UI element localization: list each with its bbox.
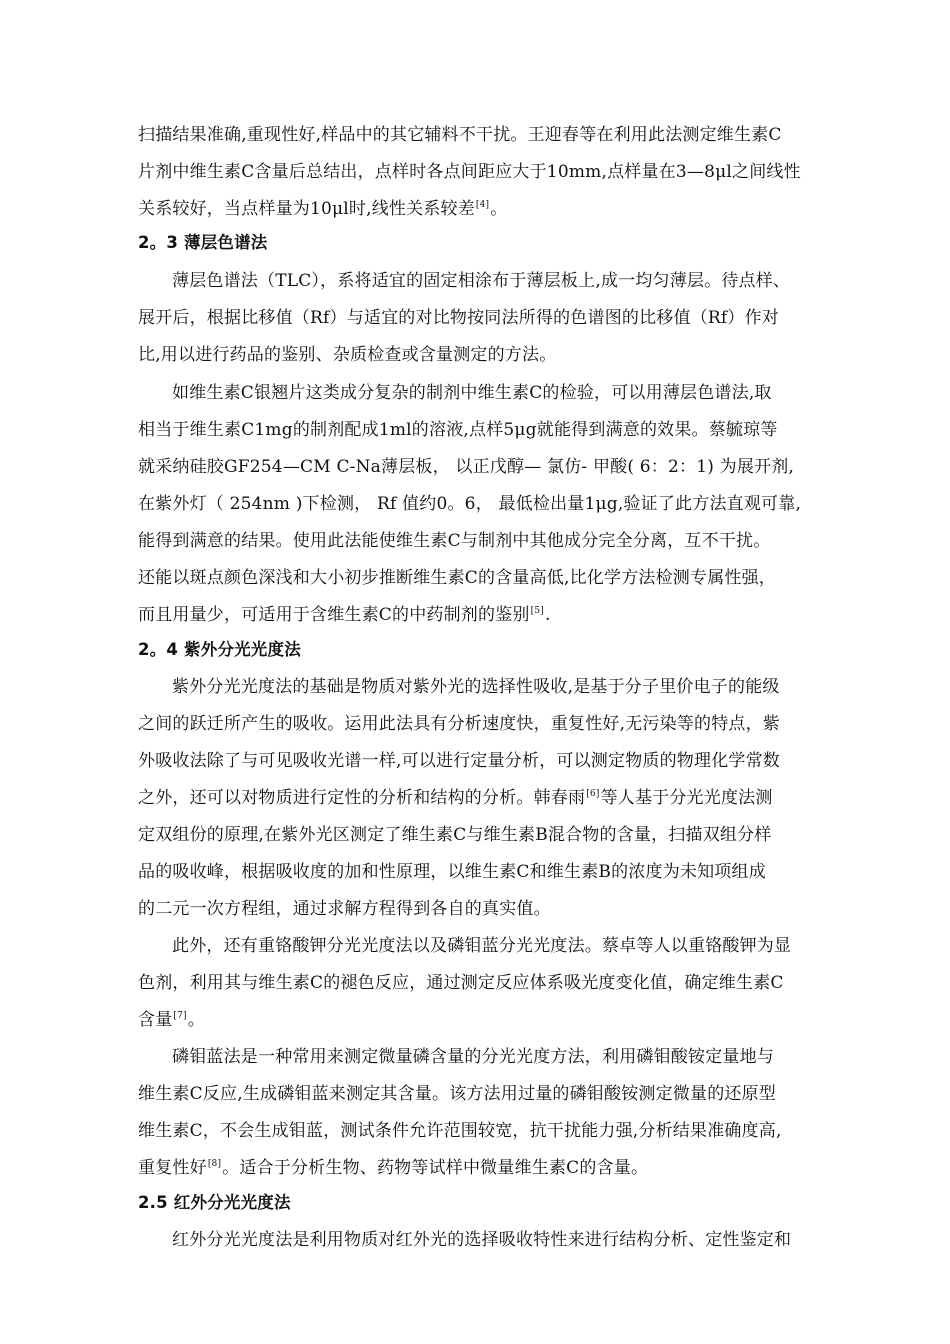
paragraph-line: 的二元一次方程组，通过求解方程得到各自的真实值。	[138, 899, 551, 919]
paragraph-line: 色剂，利用其与维生素C的褪色反应，通过测定反应体系吸光度变化值，确定维生素C	[138, 973, 784, 993]
paragraph-line: 之间的跃迁所产生的吸收。运用此法具有分析速度快，重复性好,无污染等的特点，紫	[138, 714, 781, 734]
paragraph-line: 定双组份的原理,在紫外光区测定了维生素C与维生素B混合物的含量，扫描双组分样	[138, 825, 772, 845]
citation-8: [8]	[207, 1159, 222, 1169]
paragraph-line: 紫外分光光度法的基础是物质对紫外光的选择性吸收,是基于分子里价电子的能级	[172, 677, 780, 697]
paragraph-line: 相当于维生素C1mg的制剂配成1ml的溶液,点样5μg就能得到满意的效果。蔡毓琼等	[138, 420, 778, 440]
section-heading-2-3: 2。3 薄层色谱法	[138, 233, 268, 252]
section-heading-2-4: 2。4 紫外分光光度法	[138, 640, 301, 659]
paragraph-line: 红外分光光度法是利用物质对红外光的选择吸收特性来进行结构分析、定性鉴定和	[172, 1230, 792, 1250]
paragraph-line: 关系较好，当点样量为10μl时,线性关系较差[4]。	[138, 199, 508, 219]
paragraph-line: 而且用量少，可适用于含维生素C的中药制剂的鉴别[5].	[138, 605, 551, 625]
paragraph-line: 磷钼蓝法是一种常用来测定微量磷含量的分光光度方法，利用磷钼酸铵定量地与	[172, 1047, 774, 1067]
paragraph-line: 展开后，根据比移值（Rf）与适宜的对比物按同法所得的色谱图的比移值（Rf）作对	[138, 308, 779, 328]
citation-6: [6]	[586, 789, 600, 799]
paragraph-line: 就采纳硅胶GF254—CM C-Na薄层板， 以正戊醇— 氯仿- 甲酸( 6：2：1) 为展开剂,	[138, 457, 795, 477]
paragraph-line: 如维生素C银翘片这类成分复杂的制剂中维生素C的检验，可以用薄层色谱法,取	[172, 383, 772, 403]
paragraph-line: 比,用以进行药品的鉴别、杂质检查或含量测定的方法。	[138, 345, 557, 365]
paragraph-line: 重复性好[8]。适合于分析生物、药物等试样中微量维生素C的含量。	[138, 1158, 649, 1178]
paragraph-line: 之外，还可以对物质进行定性的分析和结构的分析。韩春雨[6]等人基于分光光度法测	[138, 788, 773, 808]
paragraph-line: 薄层色谱法（TLC），系将适宜的固定相涂布于薄层板上,成一均匀薄层。待点样、	[172, 271, 791, 291]
paragraph-line: 外吸收法除了与可见吸收光谱一样,可以进行定量分析，可以测定物质的物理化学常数	[138, 751, 781, 771]
section-heading-2-5: 2.5 红外分光光度法	[138, 1193, 291, 1212]
paragraph-line: 维生素C，不会生成钼蓝，测试条件允许范围较宽，抗干扰能力强,分析结果准确度高,	[138, 1121, 782, 1141]
paragraph-line: 还能以斑点颜色深浅和大小初步推断维生素C的含量高低,比化学方法检测专属性强，	[138, 568, 777, 588]
paragraph-line: 能得到满意的结果。使用此法能使维生素C与制剂中其他成分完全分离，互不干扰。	[138, 531, 771, 551]
citation-7: [7]	[173, 1011, 187, 1021]
citation-4: [4]	[475, 200, 490, 210]
paragraph-line: 在紫外灯（ 254nm )下检测， Rf 值约0。6， 最低检出量1μg,验证了此方法直观可靠,	[138, 494, 802, 514]
paragraph-line: 此外，还有重铬酸钾分光光度法以及磷钼蓝分光光度法。蔡卓等人以重铬酸钾为显	[172, 936, 792, 956]
paragraph-line: 片剂中维生素C含量后总结出，点样时各点间距应大于10mm,点样量在3—8μl之间线性	[138, 162, 801, 182]
paragraph-line: 维生素C反应,生成磷钼蓝来测定其含量。该方法用过量的磷钼酸铵测定微量的还原型	[138, 1084, 777, 1104]
paragraph-line: 扫描结果准确,重现性好,样品中的其它辅料不干扰。王迎春等在利用此法测定维生素C	[138, 125, 782, 145]
paragraph-line: 品的吸收峰，根据吸收度的加和性原理，以维生素C和维生素B的浓度为未知项组成	[138, 862, 766, 882]
paragraph-line: 含量[7]。	[138, 1010, 205, 1030]
citation-5: [5]	[530, 606, 544, 616]
